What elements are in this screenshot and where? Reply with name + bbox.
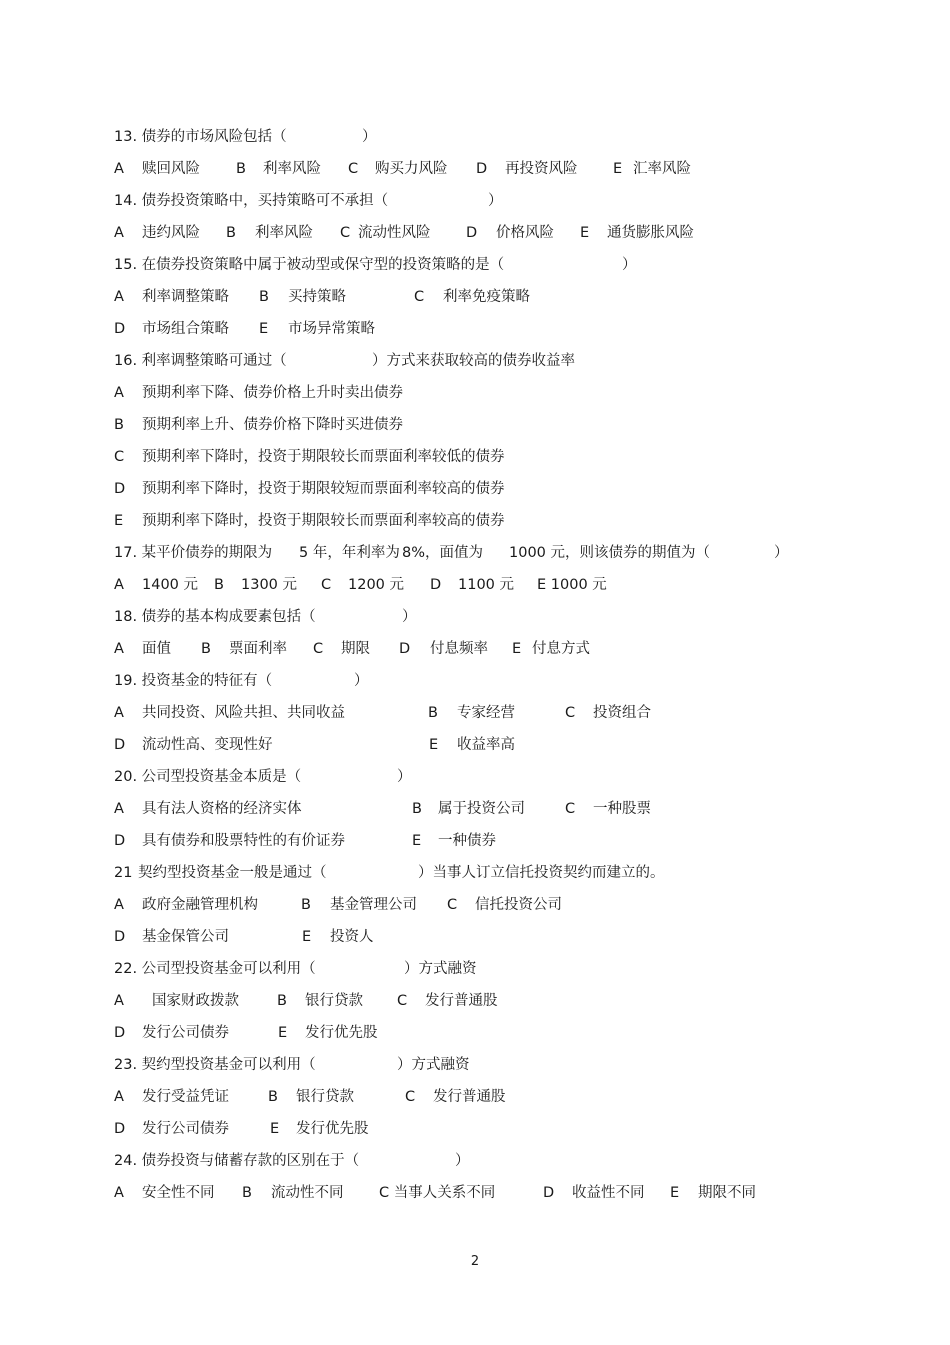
text-segment: 5 年，年利率为 [299,545,400,561]
text-segment: 银行贷款 [296,1089,354,1105]
text-segment: D [466,225,478,241]
text-segment: C [114,449,125,465]
text-line [0,478,950,500]
text-segment: 市场异常策略 [288,321,375,337]
text-segment: C [405,1089,416,1105]
text-segment: A [114,385,124,401]
text-segment: A [114,897,124,913]
text-segment: E [270,1121,280,1137]
text-segment: A [114,641,124,657]
text-segment: 投资人 [330,929,374,945]
text-line [0,606,950,628]
text-segment: D [114,833,126,849]
text-segment: C [313,641,324,657]
text-line [0,638,950,660]
text-segment: D [399,641,411,657]
text-line [0,862,950,884]
text-segment: 流动性风险 [358,225,431,241]
text-segment: 16. 利率调整策略可通过（ [114,353,287,369]
text-segment: 银行贷款 [305,993,363,1009]
text-segment: C [340,225,351,241]
text-segment: 发行优先股 [305,1025,378,1041]
text-segment: 收益率高 [457,737,515,753]
text-segment: 收益性不同 [572,1185,645,1201]
text-line [0,158,950,180]
text-segment: 预期利率上升、债券价格下降时买进债券 [142,417,403,433]
text-segment: E [412,833,422,849]
text-line [0,414,950,436]
text-segment: A [114,705,124,721]
text-segment: 再投资风险 [505,161,578,177]
text-line [0,958,950,980]
text-segment: 15. 在债券投资策略中属于被动型或保守型的投资策略的是（ [114,257,505,273]
text-segment: B [114,417,124,433]
text-line [0,1054,950,1076]
text-segment: 一种债券 [438,833,496,849]
text-segment: ） [354,673,369,689]
text-segment: 通货膨胀风险 [607,225,694,241]
text-segment: 17. 某平价债券的期限为 [114,545,273,561]
text-segment: 19. 投资基金的特征有（ [114,673,273,689]
text-segment: 具有法人资格的经济实体 [142,801,302,817]
text-segment: 投资组合 [593,705,651,721]
text-line [0,1086,950,1108]
text-segment: A [114,993,124,1009]
text-segment: 流动性不同 [271,1185,344,1201]
text-line [0,126,950,148]
text-segment: 23. 契约型投资基金可以利用（ [114,1057,316,1073]
text-segment: ）方式来获取较高的债券收益率 [372,353,575,369]
text-segment: 共同投资、风险共担、共同收益 [142,705,345,721]
text-segment: 市场组合策略 [142,321,229,337]
text-line [0,318,950,340]
text-segment: C [321,577,332,593]
text-segment: 价格风险 [496,225,554,241]
text-segment: E [302,929,312,945]
text-segment: B [268,1089,278,1105]
text-segment: D [476,161,488,177]
text-line [0,222,950,244]
text-line [0,446,950,468]
text-segment: 13. 债券的市场风险包括（ [114,129,287,145]
page-number: 2 [470,1254,480,1269]
text-segment: 期限 [341,641,370,657]
text-segment: D [543,1185,555,1201]
text-segment: 付息方式 [532,641,590,657]
text-segment: C [414,289,425,305]
text-segment: 安全性不同 [142,1185,215,1201]
text-segment: ）当事人订立信托投资契约而建立的。 [418,865,665,881]
text-segment: C [397,993,408,1009]
text-segment: 发行普通股 [433,1089,506,1105]
text-segment: A [114,161,124,177]
text-segment: 契约型投资基金一般是通过（ [138,865,327,881]
text-segment: 14. 债券投资策略中，买持策略可不承担（ [114,193,389,209]
text-segment: 21 [114,865,133,881]
text-segment: D [114,929,126,945]
text-segment: D [114,321,126,337]
text-segment: ） [362,129,377,145]
text-segment: 汇率风险 [633,161,691,177]
text-segment: E [259,321,269,337]
text-segment: ）方式融资 [404,961,477,977]
text-line [0,286,950,308]
text-segment: ） [774,545,789,561]
text-segment: A [114,225,124,241]
text-segment: 1200 元 [348,577,405,593]
text-segment: C [348,161,359,177]
text-line [0,798,950,820]
text-segment: 8%，面值为 [402,545,484,561]
text-segment: 利率风险 [255,225,313,241]
text-segment: 发行优先股 [296,1121,369,1137]
text-segment: 预期利率下降、债券价格上升时卖出债券 [142,385,403,401]
text-segment: D [114,1121,126,1137]
text-segment: 24. 债券投资与储蓄存款的区别在于（ [114,1153,360,1169]
text-segment: 基金管理公司 [330,897,417,913]
text-segment: ） [455,1153,470,1169]
text-segment: 专家经营 [457,705,515,721]
text-segment: A [114,577,124,593]
text-segment: 属于投资公司 [438,801,525,817]
text-segment: ） [397,769,412,785]
text-segment: E [114,513,124,529]
text-segment: E [429,737,439,753]
text-segment: C [565,705,576,721]
text-segment: A [114,1089,124,1105]
text-segment: 1400 元 [142,577,199,593]
text-line [0,766,950,788]
text-segment: B [428,705,438,721]
text-line [0,1022,950,1044]
text-segment: ） [488,193,503,209]
text-segment: 利率免疫策略 [443,289,530,305]
text-segment: E [670,1185,680,1201]
text-segment: 22. 公司型投资基金可以利用（ [114,961,316,977]
text-segment: 1300 元 [241,577,298,593]
text-line [0,382,950,404]
text-segment: 流动性高、变现性好 [142,737,273,753]
text-segment: 1000 元，则该债券的期值为（ [509,545,711,561]
text-segment: B [201,641,211,657]
text-segment: B [301,897,311,913]
text-segment: E [512,641,522,657]
text-segment: 20. 公司型投资基金本质是（ [114,769,302,785]
text-segment: 发行公司债券 [142,1025,229,1041]
text-segment: ） [402,609,417,625]
text-segment: 基金保管公司 [142,929,229,945]
text-segment: 发行受益凭证 [142,1089,229,1105]
text-segment: 预期利率下降时，投资于期限较长而票面利率较高的债券 [142,513,505,529]
text-segment: 1100 元 [458,577,515,593]
text-segment: E 1000 元 [537,577,607,593]
text-segment: 赎回风险 [142,161,200,177]
text-segment: B [214,577,224,593]
text-segment: B [412,801,422,817]
text-segment: 预期利率下降时，投资于期限较短而票面利率较高的债券 [142,481,505,497]
text-segment: E [278,1025,288,1041]
text-line [0,190,950,212]
text-segment: B [236,161,246,177]
text-segment: A [114,289,124,305]
text-segment: C [447,897,458,913]
text-segment: 国家财政拨款 [152,993,239,1009]
text-segment: B [242,1185,252,1201]
text-segment: 一种股票 [593,801,651,817]
text-segment: ）方式融资 [397,1057,470,1073]
text-segment: 违约风险 [142,225,200,241]
text-line [0,926,950,948]
text-segment: 期限不同 [698,1185,756,1201]
text-segment: 票面利率 [229,641,287,657]
text-segment: 发行公司债券 [142,1121,229,1137]
text-line [0,574,950,596]
text-segment: 预期利率下降时，投资于期限较长而票面利率较低的债券 [142,449,505,465]
text-segment: 发行普通股 [425,993,498,1009]
text-segment: A [114,1185,124,1201]
text-line [0,894,950,916]
text-segment: 利率风险 [263,161,321,177]
text-line [0,1150,950,1172]
text-segment: 18. 债券的基本构成要素包括（ [114,609,316,625]
text-segment: D [114,737,126,753]
text-segment: 买持策略 [288,289,346,305]
text-segment: B [226,225,236,241]
text-line [0,702,950,724]
text-segment: 购买力风险 [375,161,448,177]
text-segment: E [613,161,623,177]
text-segment: B [277,993,287,1009]
text-segment: ） [622,257,637,273]
text-segment: 利率调整策略 [142,289,229,305]
text-line [0,542,950,564]
text-line [0,990,950,1012]
text-line [0,670,950,692]
text-segment: E [580,225,590,241]
text-segment: B [259,289,269,305]
text-segment: 付息频率 [430,641,488,657]
text-line [0,830,950,852]
text-segment: A [114,801,124,817]
text-line [0,1118,950,1140]
text-segment: 具有债券和股票特性的有价证券 [142,833,345,849]
text-line [0,1182,950,1204]
text-line [0,350,950,372]
text-segment: C 当事人关系不同 [379,1185,496,1201]
text-segment: 信托投资公司 [475,897,562,913]
text-line [0,510,950,532]
text-line [0,254,950,276]
text-line [0,734,950,756]
text-segment: D [114,481,126,497]
text-segment: 面值 [142,641,171,657]
text-segment: C [565,801,576,817]
text-segment: D [430,577,442,593]
text-segment: D [114,1025,126,1041]
text-segment: 政府金融管理机构 [142,897,258,913]
